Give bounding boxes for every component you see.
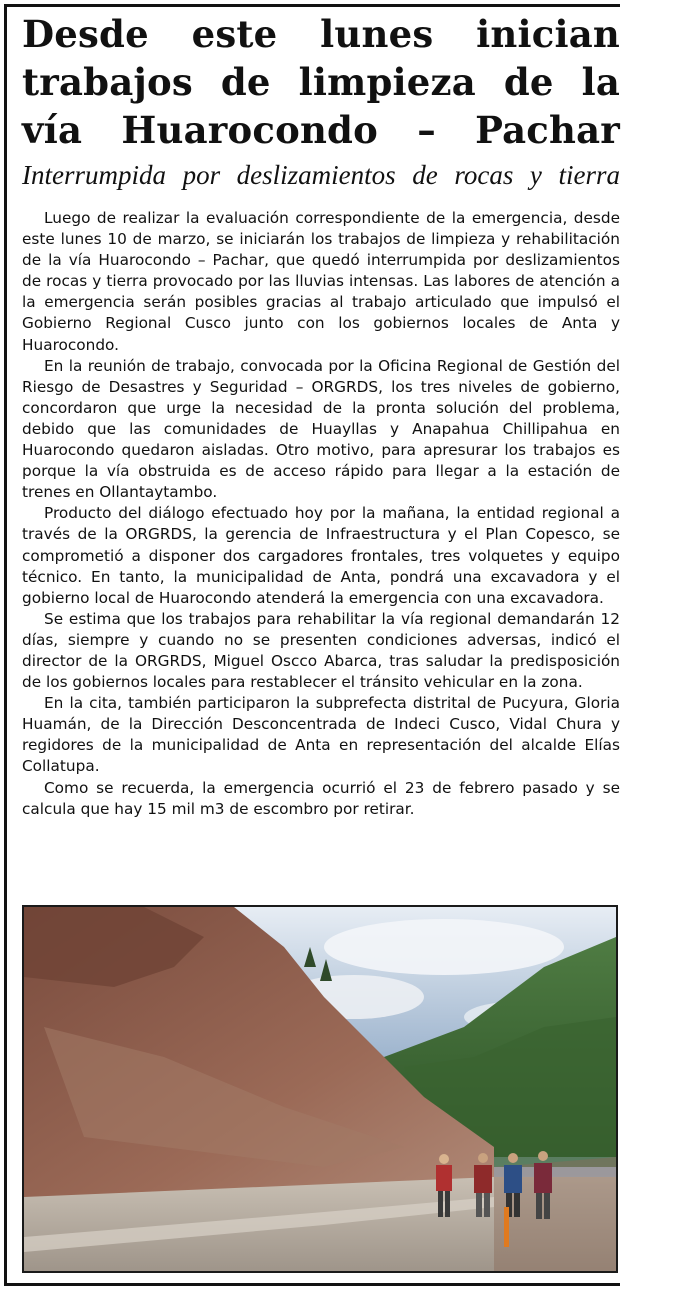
landslide-photo-illustration xyxy=(24,907,616,1271)
left-border-rule xyxy=(4,4,7,1286)
paragraph: Como se recuerda, la emergencia ocurrió el 23 de febrero pasado y se calcula que hay 15 mil m3 de escombro por retirar. xyxy=(22,778,620,818)
paragraph: En la cita, también participaron la subprefecta distrital de Pucyura, Gloria Huamán, de la Dirección Desconcentrada de Indeci Cusco, Vidal Chura y regidores de la municipalidad de Anta en representación del alcalde Elías Collatupa. xyxy=(22,694,620,776)
bottom-border-rule xyxy=(4,1283,620,1286)
headline-line: Desde este lunes inician xyxy=(22,12,620,56)
worker xyxy=(474,1165,492,1193)
worker xyxy=(504,1165,522,1193)
paragraph: En la reunión de trabajo, convocada por la Oficina Regional de Gestión del Riesgo de Desastres y Seguridad – ORGRDS, los tres niveles de gobierno, concordaron que urge la necesidad de la pronta solución del problema, debido que las comunidades de Huayllas y Anapahua Chillipahua en Huarocondo quedaron aisladas. Otro motivo, para apresurar los trabajos es porque la vía obstruida es de acceso rápido para llegar a la estación de trenes en Ollantaytambo. xyxy=(22,356,620,502)
headline xyxy=(22,10,620,154)
paragraph: Se estima que los trabajos para rehabilitar la vía regional demandarán 12 días, siempre y cuando no se presenten condiciones adversas, indicó el director de la ORGRDS, Miguel Oscco Abarca, tras saludar la predisposición de los gobiernos locales para restablecer el tránsito vehicular en la zona. xyxy=(22,609,620,692)
headline-line: vía Huarocondo – Pachar xyxy=(22,108,620,152)
worker xyxy=(436,1165,452,1191)
article xyxy=(22,10,620,820)
article-body xyxy=(22,208,620,820)
landslide-photo xyxy=(22,905,618,1273)
traffic-post xyxy=(504,1207,509,1247)
paragraph: Luego de realizar la evaluación correspondiente de la emergencia, desde este lunes 10 de marzo, se iniciarán los trabajos de limpieza y rehabilitación de la vía Huarocondo – Pachar, que quedó interrumpida por deslizamientos de rocas y tierra provocado por las lluvias intensas. Las labores de atención a la emergencia serán posibles gracias al trabajo articulado que impulsó el Gobierno Regional Cusco junto con los gobiernos locales de Anta y Huarocondo. xyxy=(22,209,620,354)
cloud xyxy=(324,919,564,975)
top-border-rule xyxy=(4,4,620,7)
worker xyxy=(534,1163,552,1193)
paragraph: Producto del diálogo efectuado hoy por la mañana, la entidad regional a través de la ORGRDS, la gerencia de Infraestructura y el Plan Copesco, se comprometió a disponer dos cargadores frontales, tres volquetes y equipo técnico. En tanto, la municipalidad de Anta, pondrá una excavadora y el gobierno local de Huarocondo atenderá la emergencia con una excavadora. xyxy=(22,504,620,607)
subtitle: Interrumpida por deslizamientos de rocas y tierra xyxy=(22,160,620,190)
headline-line: trabajos de limpieza de la xyxy=(22,60,620,104)
